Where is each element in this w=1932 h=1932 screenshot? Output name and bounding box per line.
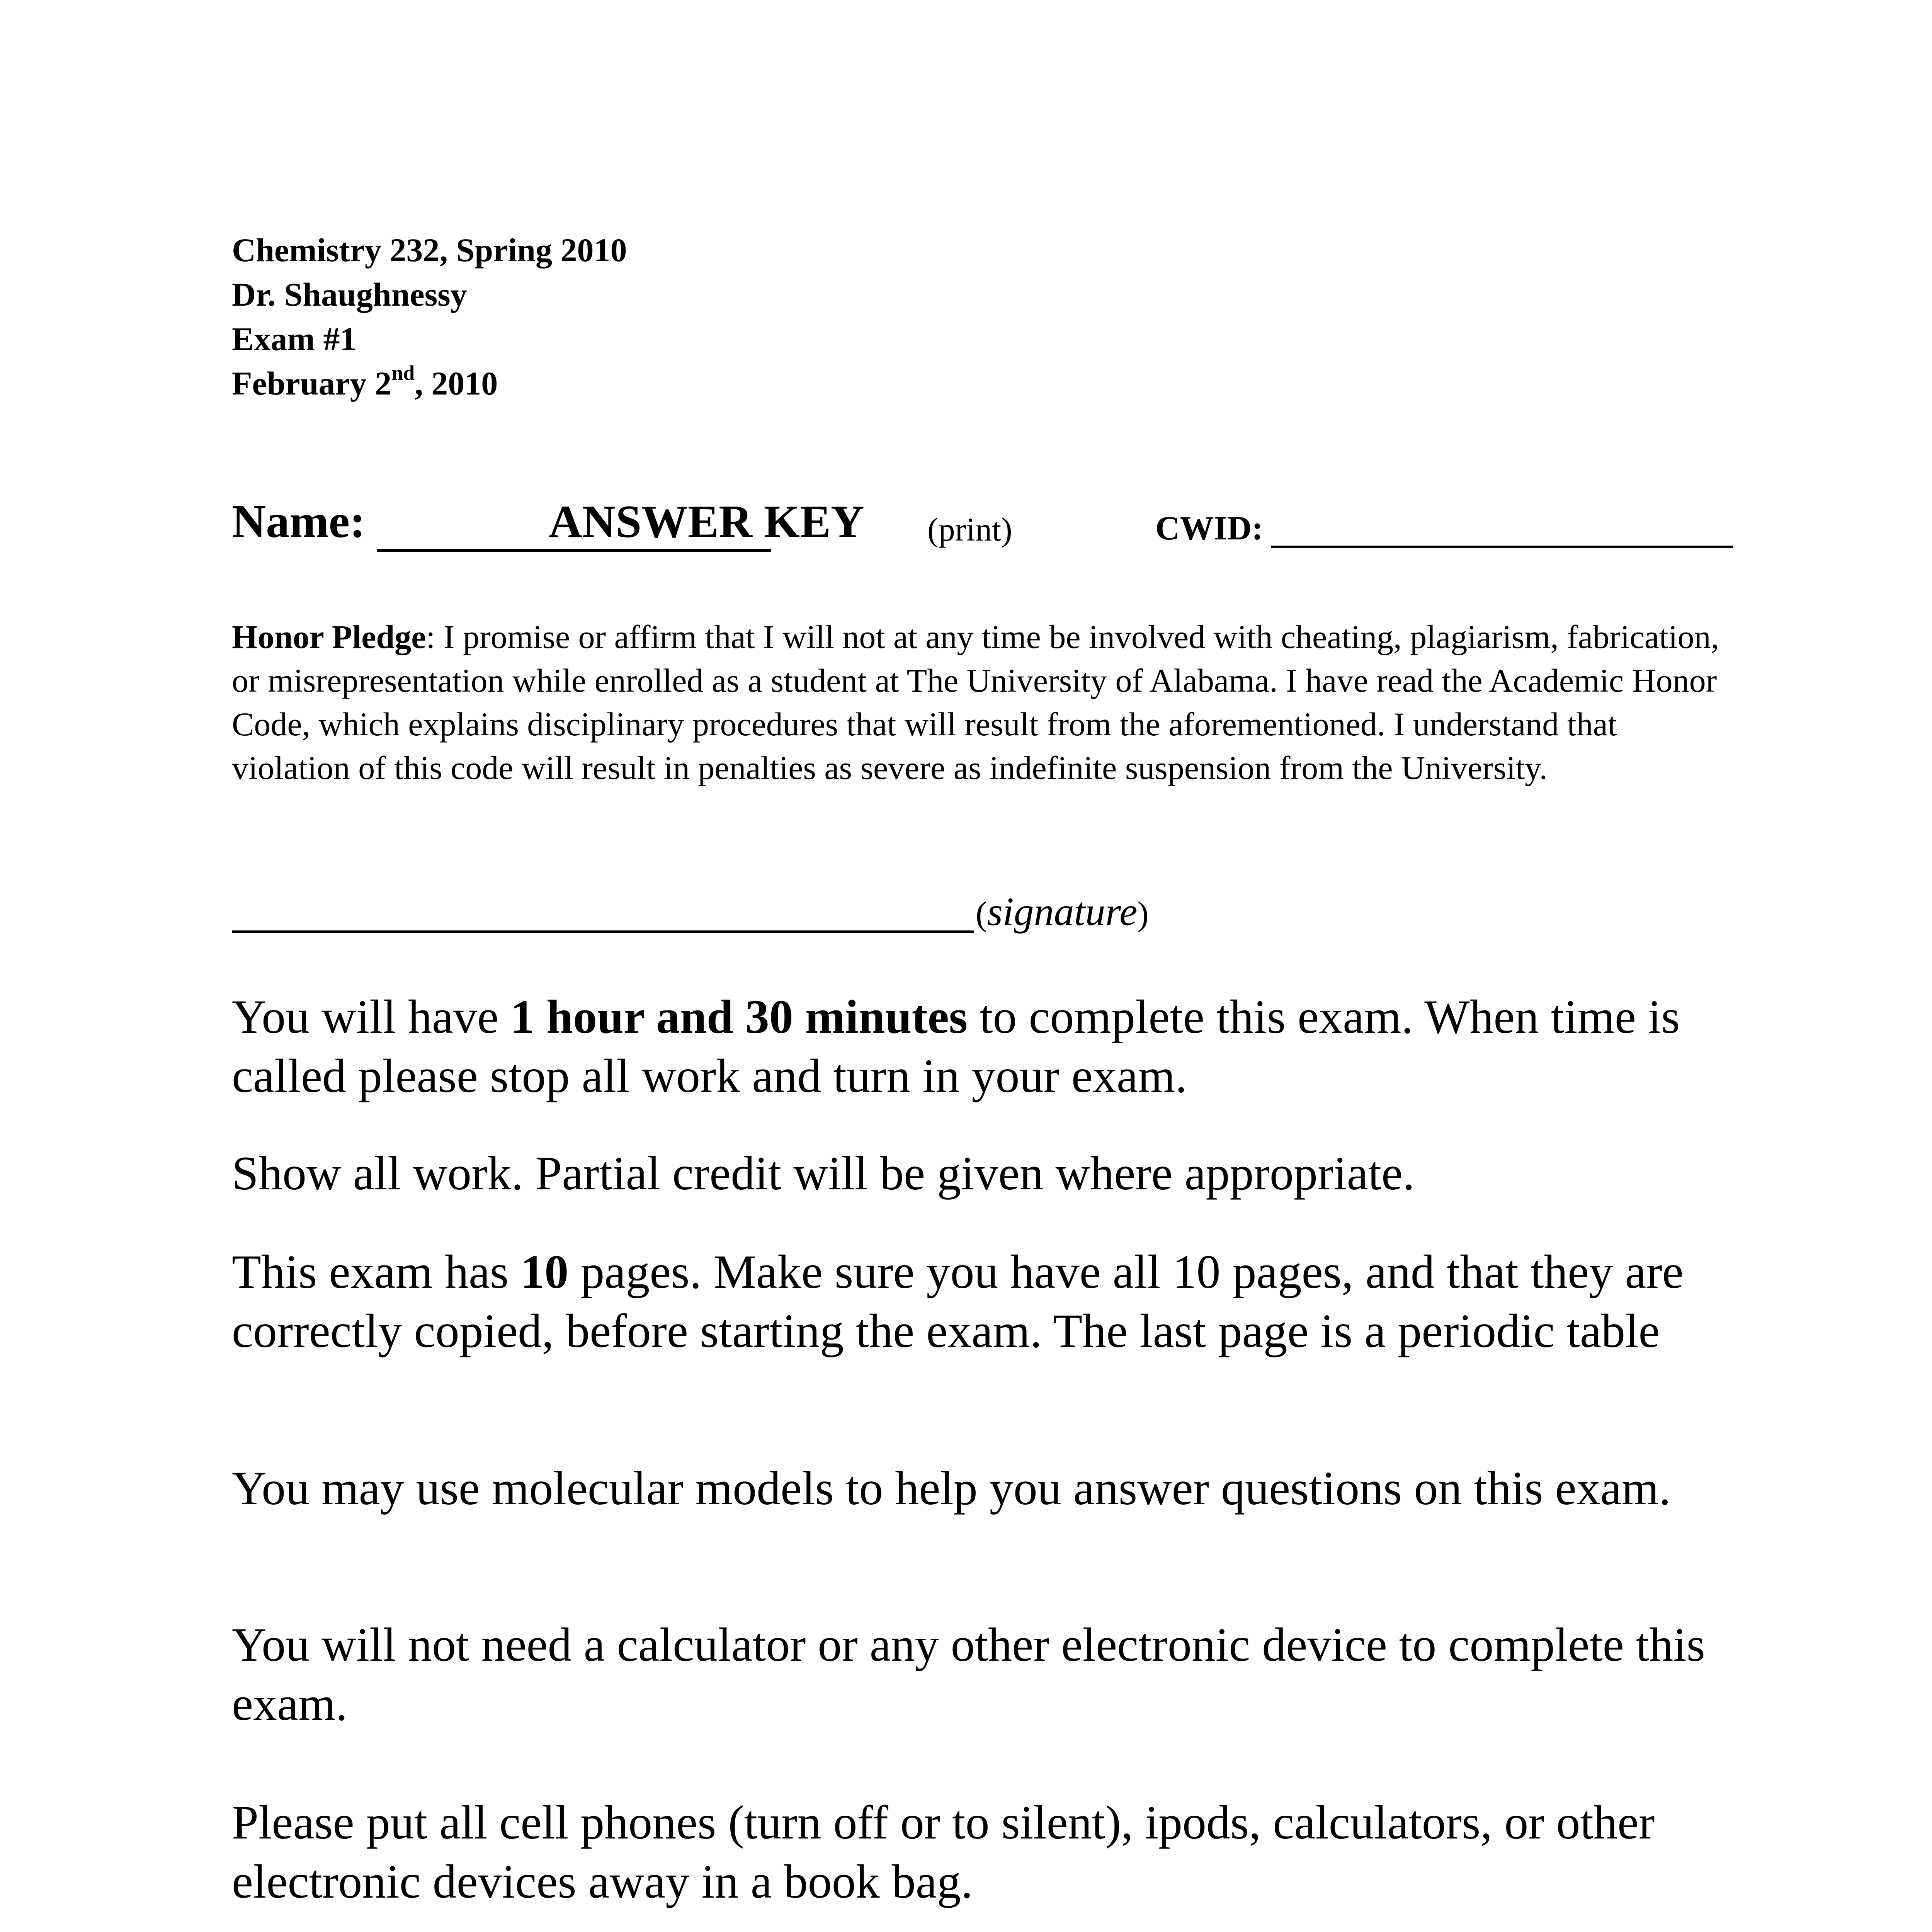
instruction-time-pre: You will have <box>232 990 511 1043</box>
honor-pledge-text: : I promise or affirm that I will not at any time be involved with cheating, plagiarism, fabrication, or misrepresentation while enrolled as a student at The University of Alabama. I have read the Academic Honor Code, which explains disciplinary procedures that will result from the aforementioned. I understand that violation of this code will result in penalties as severe as indefinite suspension from the University. <box>232 618 1719 786</box>
instruction-pages <box>232 1242 1758 1361</box>
instruction-show-work: Show all work. Partial credit will be given where appropriate. <box>232 1147 1415 1200</box>
instruction-time <box>232 987 1758 1105</box>
exam-date <box>232 361 627 406</box>
signature-word: signature <box>987 889 1138 934</box>
signature-close-paren: ) <box>1137 895 1149 933</box>
cwid-label: CWID: <box>1155 510 1263 547</box>
instruction-time-bold: 1 hour and 30 minutes <box>510 990 968 1043</box>
cwid-field[interactable] <box>1271 491 1733 548</box>
signature-label <box>976 885 1149 941</box>
course-title: Chemistry 232, Spring 2010 <box>232 231 627 269</box>
name-cwid-row <box>232 491 1739 553</box>
instruction-calculator: You will not need a calculator or any other electronic device to complete this exam. <box>232 1618 1705 1730</box>
instruction-pages-post: pages. Make sure you have all 10 pages, and that they are correctly copied, before starting the exam. The last page is a periodic table <box>232 1245 1684 1357</box>
honor-pledge <box>232 615 1739 790</box>
instruction-models: You may use molecular models to help you answer questions on this exam. <box>232 1462 1671 1515</box>
name-value: ANSWER KEY <box>549 496 864 547</box>
exam-date-ordinal: nd <box>391 361 415 385</box>
print-note: (print) <box>927 511 1012 548</box>
instructor-name: Dr. Shaughnessy <box>232 276 467 313</box>
honor-pledge-title: Honor Pledge <box>232 618 426 655</box>
instruction-time-post: to complete this exam. When time is called please stop all work and turn in your exam. <box>232 990 1680 1102</box>
name-label: Name: <box>232 495 366 548</box>
signature-field[interactable] <box>232 877 974 933</box>
instruction-pages-bold: 10 <box>520 1245 569 1298</box>
instruction-pages-pre: This exam has <box>232 1245 521 1298</box>
exam-number: Exam #1 <box>232 320 357 357</box>
signature-row <box>232 877 1275 935</box>
exam-date-main: February 2 <box>232 365 392 402</box>
exam-header <box>232 228 627 406</box>
exam-date-year: , 2010 <box>415 365 498 402</box>
instruction-phones: Please put all cell phones (turn off or to silent), ipods, calculators, or other electronic devices away in a book bag. <box>232 1796 1655 1908</box>
signature-open-paren: ( <box>976 895 987 933</box>
